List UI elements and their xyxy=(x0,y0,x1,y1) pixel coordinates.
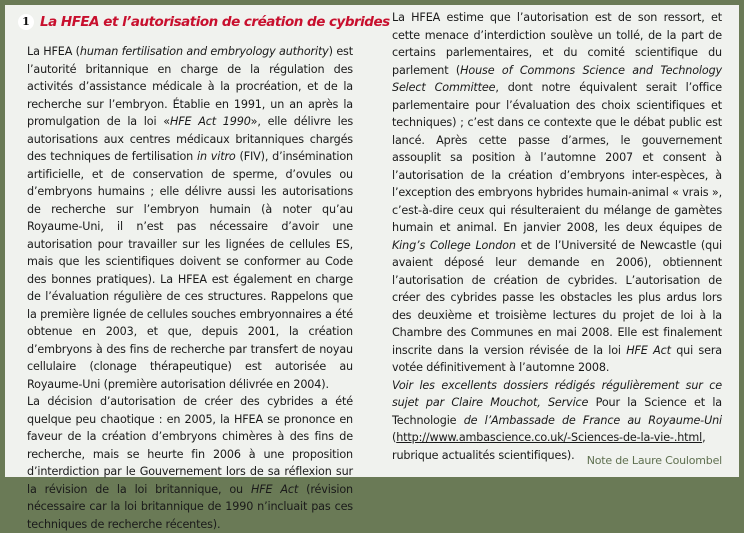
italic-text: human fertilisation and embryology authority xyxy=(79,45,329,58)
text: , dont notre équivalent serait l’office parlementaire pour l’évaluation des choix scientifiques et techniques) ; c’est dans ce contexte que le débat public est lancé. Après cette passe d’armes, le gouvernement assouplit sa position à l’automne 2007 et consent à l’autorisation de la création d’embryons inter-espèces, à l’exception des embryons hybrides humain-animal « vrais », c’est-à-dire ceux qui résulteraient du mélange de gamètes humain et animal. En janvier 2008, les deux équipes de xyxy=(392,81,722,234)
text: Pour la Science et la Technologie xyxy=(392,396,722,427)
text: La HFEA ( xyxy=(27,45,80,58)
italic-text: de l’Ambassade de France au Royaume-Uni xyxy=(463,413,723,427)
sidebar-box xyxy=(5,5,739,531)
paragraph-cybrides-decision xyxy=(27,393,353,533)
text: qui sera votée définitivement à l’automne 2008. xyxy=(392,343,722,374)
text: , rubrique actualités scientifiques). xyxy=(392,431,706,462)
italic-text: HFE Act 1990 xyxy=(169,115,251,128)
text: », elle délivre les autorisations aux centres médicaux britanniques chargés des techniques de fertilisation xyxy=(27,115,354,163)
italic-text: in vitro xyxy=(197,150,236,163)
text: (révision nécessaire car la loi britannique de 1990 n’incluait pas ces techniques de recherche récentes). xyxy=(27,482,353,531)
text: ( xyxy=(392,431,397,444)
paragraph-references xyxy=(392,377,722,465)
italic-text: House of Commons Science and Technology Select Committee xyxy=(392,63,723,94)
text: La HFEA estime que l’autorisation est de son ressort, et cette menace d’interdiction soulève un tollé, de la part de certains parlementaires, et du comité scientifique du parlement ( xyxy=(392,11,722,77)
ambascience-link[interactable]: http://www.ambascience.co.uk/-Sciences-de-la-vie-.html xyxy=(396,431,703,444)
italic-text: King’s College London xyxy=(392,238,516,252)
box-header xyxy=(18,14,390,30)
italic-text: Voir les excellents dossiers rédigés régulièrement sur ce sujet par Claire Mouchot, Service xyxy=(392,378,722,409)
paragraph-hfea-authority xyxy=(392,9,722,377)
text: et de l’Université de Newcastle (qui avaient déposé leur demande en 2006), obtiennent l’autorisation de création de cybrides. L’autorisation de créer des cybrides passe les obstacles les plus ardus lors des deuxième et troisième lectures du projet de loi à la Chambre des Communes en mai 2008. Elle est finalement inscrite dans la version révisée de la loi xyxy=(392,238,722,357)
box-number-badge: 1 xyxy=(18,14,34,30)
box-title: La HFEA et l’autorisation de création de cybrides xyxy=(40,14,390,30)
right-column xyxy=(392,9,722,464)
paragraph-hfea-intro xyxy=(27,43,353,393)
text: (FIV), d’insémination artificielle, et de conservation de sperme, d’ovules ou d’embryons humains ; elle délivre aussi les autorisations de recherche sur l’embryon humain (à noter qu’au Royaume-Uni, il n’est pas nécessaire d’avoir une autorisation pour travailler sur les lignées de cellules ES, mais que les scientifiques doivent se conformer au Code des bonnes pratiques). La HFEA est également en charge de l’évaluation régulière de ces structures. Rappelons que la première lignée de cellules souches embryonnaires a été obtenue en 2003, et que, depuis 2001, la création d’embryons à des fins de recherche par transfert de noyau cellulaire (clonage thérapeutique) est autorisée au Royaume-Uni (première autorisation délivrée en 2004). xyxy=(27,150,353,391)
italic-text: HFE Act xyxy=(626,343,671,357)
text: ) est l’autorité britannique en charge de la régulation des activités d’assistance médicale à la procréation, et de la recherche sur l’embryon. Établie en 1991, un an après la promulgation de la loi « xyxy=(27,45,353,128)
italic-text: HFE Act xyxy=(250,482,299,496)
author-credit: Note de Laure Coulombel xyxy=(586,454,722,467)
left-column xyxy=(27,43,353,533)
text: La décision d’autorisation de créer des cybrides a été quelque peu chaotique : en 2005, la HFEA se prononce en faveur de la création d’embryons chimères à des fins de recherche, mais se heurte fin 2006 à une proposition d’interdiction par le Gouvernement lors de sa réflexion sur la révision de la loi britannique, ou xyxy=(27,395,353,496)
